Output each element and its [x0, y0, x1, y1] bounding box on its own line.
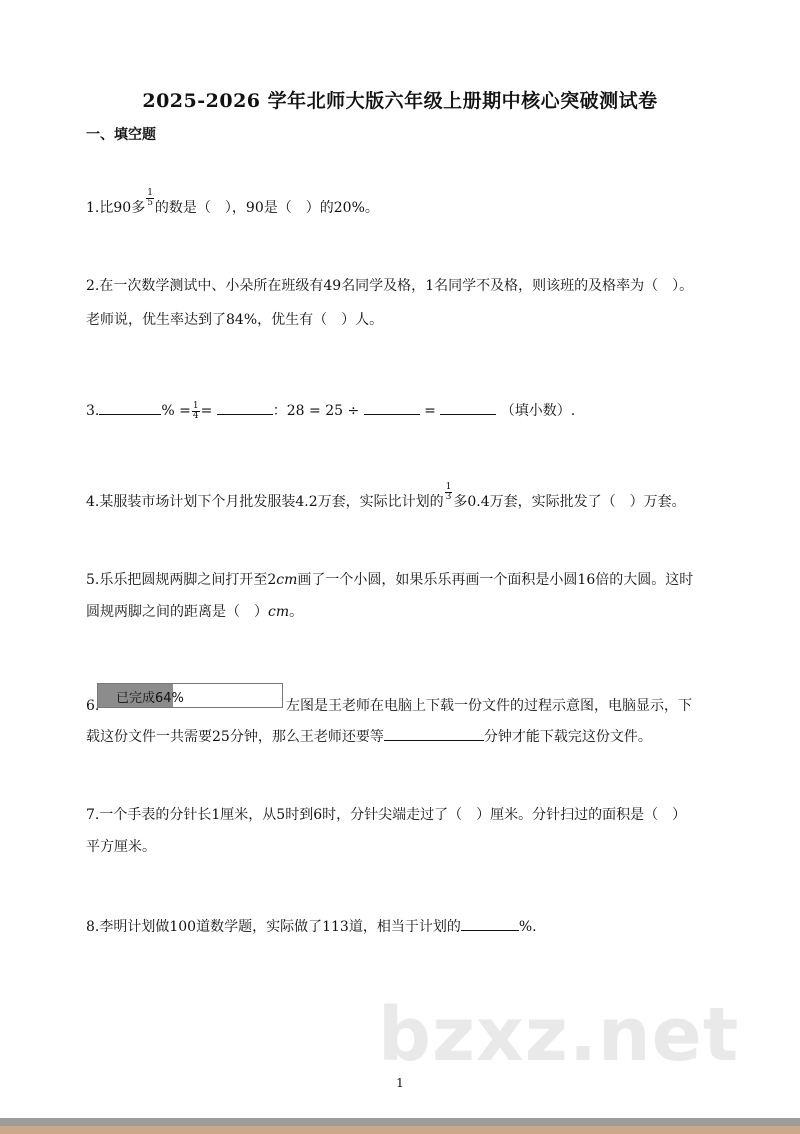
q2-number: 1: [425, 278, 435, 294]
q4-text: 多: [453, 494, 468, 510]
question-1: [86, 187, 379, 218]
q2-text: 老师说，优生率达到了: [86, 312, 226, 328]
q5-number: 16: [577, 572, 596, 588]
q1-text: 1.比: [86, 200, 114, 216]
q1-fraction: $\frac{1}{5}$: [147, 187, 153, 208]
answer-blank[interactable]: [217, 400, 273, 415]
page-number: 1: [396, 1076, 404, 1090]
q1-text: 多: [131, 200, 146, 216]
q7-number: 1: [211, 807, 221, 823]
answer-blank[interactable]: [384, 726, 484, 741]
q1-text: 是（ ）的: [263, 200, 334, 216]
q5-text: 5.乐乐把圆规两脚之间打开至: [86, 572, 268, 588]
q4-text: 万套，实际比计划的: [317, 494, 444, 510]
q1-number: 90: [245, 200, 264, 216]
q6-text: 分钟，那么王老师还要等: [229, 729, 384, 745]
q3-text: ：28 = 25 ÷: [272, 403, 360, 419]
q6-text: 载这份文件一共需要: [86, 729, 212, 745]
q2-text: 名同学及格，: [341, 278, 426, 294]
viewer-bottom-bar: [0, 1118, 800, 1126]
question-8: [86, 916, 537, 937]
q3-fraction: $\frac{1}{4}$: [192, 400, 199, 421]
question-7-line-2: [86, 837, 156, 857]
answer-blank[interactable]: [364, 400, 420, 415]
q4-number: 0.4: [467, 494, 490, 510]
q8-text: 8.李明计划做: [86, 919, 170, 935]
q7-number: 5: [276, 807, 286, 823]
q2-number: 49: [323, 278, 342, 294]
q2-text: 名同学不及格，则该班的及格率为（ ）。: [434, 278, 694, 294]
q1-text: 的数是（ ），: [154, 200, 246, 216]
q4-fraction: $\frac{1}{3}$: [445, 481, 452, 502]
answer-blank[interactable]: [440, 400, 496, 415]
q7-number: 6: [313, 807, 323, 823]
q1-percent: 20%。: [333, 200, 379, 216]
q5-unit: cm: [276, 572, 298, 588]
q1-number: 90: [113, 200, 132, 216]
viewer-bottom-strip: [0, 1126, 800, 1134]
question-5-line-2: [86, 602, 303, 622]
q6-text: 6.: [86, 698, 100, 714]
q6-text: 分钟才能下载完这份文件。: [483, 729, 652, 745]
q7-text: 7.一个手表的分针长: [86, 807, 212, 823]
q7-text: 平方厘米。: [86, 839, 156, 855]
q7-text: 时到: [285, 807, 314, 823]
q7-text: 时，分针尖端走过了（ ）厘米。分针扫过的面积是（ ）: [322, 807, 687, 823]
q5-text: 圆规两脚之间的距离是（ ）: [86, 604, 268, 620]
q2-text: 2.在一次数学测试中、小朵所在班级有: [86, 278, 324, 294]
q6-text: 左图是王老师在电脑上下载一份文件的过程示意图，电脑显示，下: [286, 698, 692, 714]
question-5-line-1: [86, 570, 693, 590]
question-6-line-1: [286, 696, 692, 716]
q3-text: =: [424, 403, 436, 419]
q3-text: =: [200, 403, 213, 419]
q8-text: 道，相当于计划的: [348, 919, 461, 935]
question-7-line-1: [86, 805, 686, 825]
question-6-line-2: [86, 726, 652, 747]
q5-text: 画了一个小圆，如果乐乐再画一个面积是小圆: [297, 572, 578, 588]
q4-text: 4.某服装市场计划下个月批发服装: [86, 494, 296, 510]
q5-unit: cm: [268, 604, 290, 620]
answer-blank[interactable]: [99, 400, 161, 415]
q4-number: 4.2: [295, 494, 318, 510]
q8-number: 100: [169, 919, 197, 935]
question-4: [86, 481, 686, 512]
q5-text: 。: [289, 604, 304, 620]
q2-percent: 84%: [226, 312, 258, 328]
q4-text: 万套，实际批发了（ ）万套。: [489, 494, 686, 510]
q7-text: 厘米，从: [220, 807, 277, 823]
question-2-line-1: [86, 276, 693, 296]
q5-text: 倍的大圆。这时: [595, 572, 694, 588]
q8-text: %.: [518, 919, 537, 935]
q8-number: 113: [322, 919, 349, 935]
watermark: bzxz.net: [378, 992, 740, 1078]
q3-text: % =: [161, 403, 191, 419]
progress-label: 已完成64%: [116, 691, 184, 706]
q2-text: ，优生有（ ）人。: [257, 312, 384, 328]
q5-number: 2: [267, 572, 277, 588]
section-heading: 一、填空题: [86, 127, 156, 143]
q6-number: 25: [212, 729, 230, 745]
q3-text: 3.: [86, 403, 100, 419]
page-title: 2025-2026 学年北师大版六年级上册期中核心突破测试卷: [142, 90, 658, 112]
question-2-line-2: [86, 310, 383, 330]
question-3: [86, 400, 575, 421]
q3-text: （填小数）.: [500, 403, 576, 419]
question-6-number: [86, 696, 99, 716]
q8-text: 道数学题，实际做了: [196, 919, 323, 935]
download-progress-bar: [97, 683, 283, 708]
answer-blank[interactable]: [461, 916, 519, 931]
